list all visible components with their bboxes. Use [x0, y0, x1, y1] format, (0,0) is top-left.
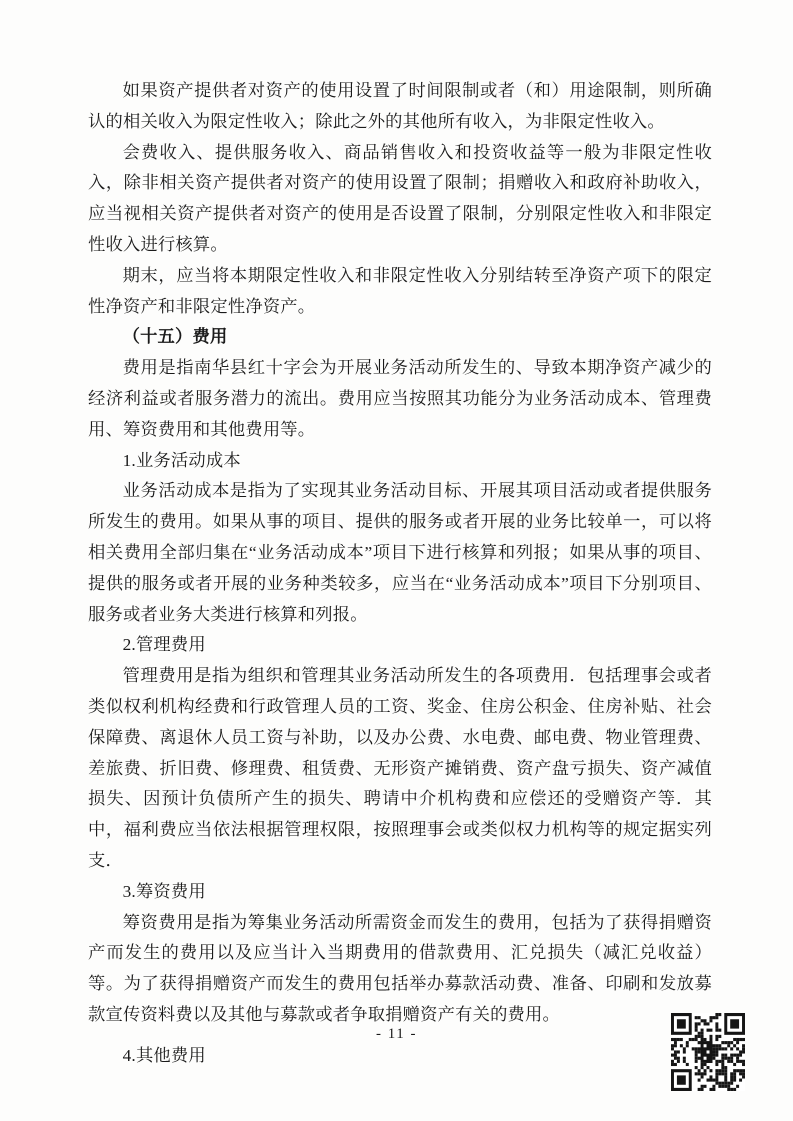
paragraph-activity-cost: 业务活动成本是指为了实现其业务活动目标、开展其项目活动或者提供服务所发生的费用。如果从事的项目、提供的服务或者开展的业务比较单一，可以将相关费用全部归集在“业务活动成本”项目下进行核算和列报；如果从事的项目、提供的服务或者开展的业务种类较多，应当在“业务活动成本”项目下分别项目、服务或者业务大类进行核算和列报。 [88, 481, 712, 624]
subheading-activity-cost: 1.业务活动成本 [122, 450, 241, 470]
paragraph-restricted-income: 如果资产提供者对资产的使用设置了时间限制或者（和）用途限制，则所确认的相关收入为限定性收入；除此之外的其他所有收入，为非限定性收入。 [88, 81, 712, 131]
subheading-other-expense: 4.其他费用 [122, 1045, 206, 1065]
document-body [88, 76, 712, 1072]
section-heading-expenses: （十五）费用 [122, 327, 228, 347]
subheading-admin-expense: 2.管理费用 [122, 635, 206, 655]
paragraph-fundraising-expense: 筹资费用是指为筹集业务活动所需资金而发生的费用，包括为了获得捐赠资产而发生的费用以及应当计入当期费用的借款费用、汇兑损失（减汇兑收益）等。为了获得捐赠资产而发生的费用包括举办募款活动费、准备、印刷和发放募款宣传资料费以及其他与募款或者争取捐赠资产有关的费用。 [88, 912, 712, 1024]
qr-code [671, 1013, 745, 1091]
paragraph-expense-definition: 费用是指南华县红十字会为开展业务活动所发生的、导致本期净资产减少的经济利益或者服务潜力的流出。费用应当按照其功能分为业务活动成本、管理费用、筹资费用和其他费用等。 [88, 358, 712, 439]
subheading-fundraising-expense: 3.筹资费用 [122, 881, 206, 901]
paragraph-income-types: 会费收入、提供服务收入、商品销售收入和投资收益等一般为非限定性收入，除非相关资产提供者对资产的使用设置了限制；捐赠收入和政府补助收入，应当视相关资产提供者对资产的使用是否设置了限制，分别限定性收入和非限定性收入进行核算。 [88, 142, 712, 254]
paragraph-admin-expense: 管理费用是指为组织和管理其业务活动所发生的各项费用．包括理事会或者类似权利机构经费和行政管理人员的工资、奖金、住房公积金、住房补贴、社会保障费、离退休人员工资与补助，以及办公费、水电费、邮电费、物业管理费、差旅费、折旧费、修理费、租赁费、无形资产摊销费、资产盘亏损失、资产减值损失、因预计负债所产生的损失、聘请中介机构费和应偿还的受赠资产等．其中，福利费应当依法根据管理权限，按照理事会或类似权力机构等的规定据实列支． [88, 666, 712, 870]
paragraph-period-end: 期末，应当将本期限定性收入和非限定性收入分别结转至净资产项下的限定性净资产和非限定性净资产。 [88, 265, 712, 316]
page-number: - 11 - [376, 1026, 417, 1042]
qr-code-image [671, 1013, 745, 1091]
